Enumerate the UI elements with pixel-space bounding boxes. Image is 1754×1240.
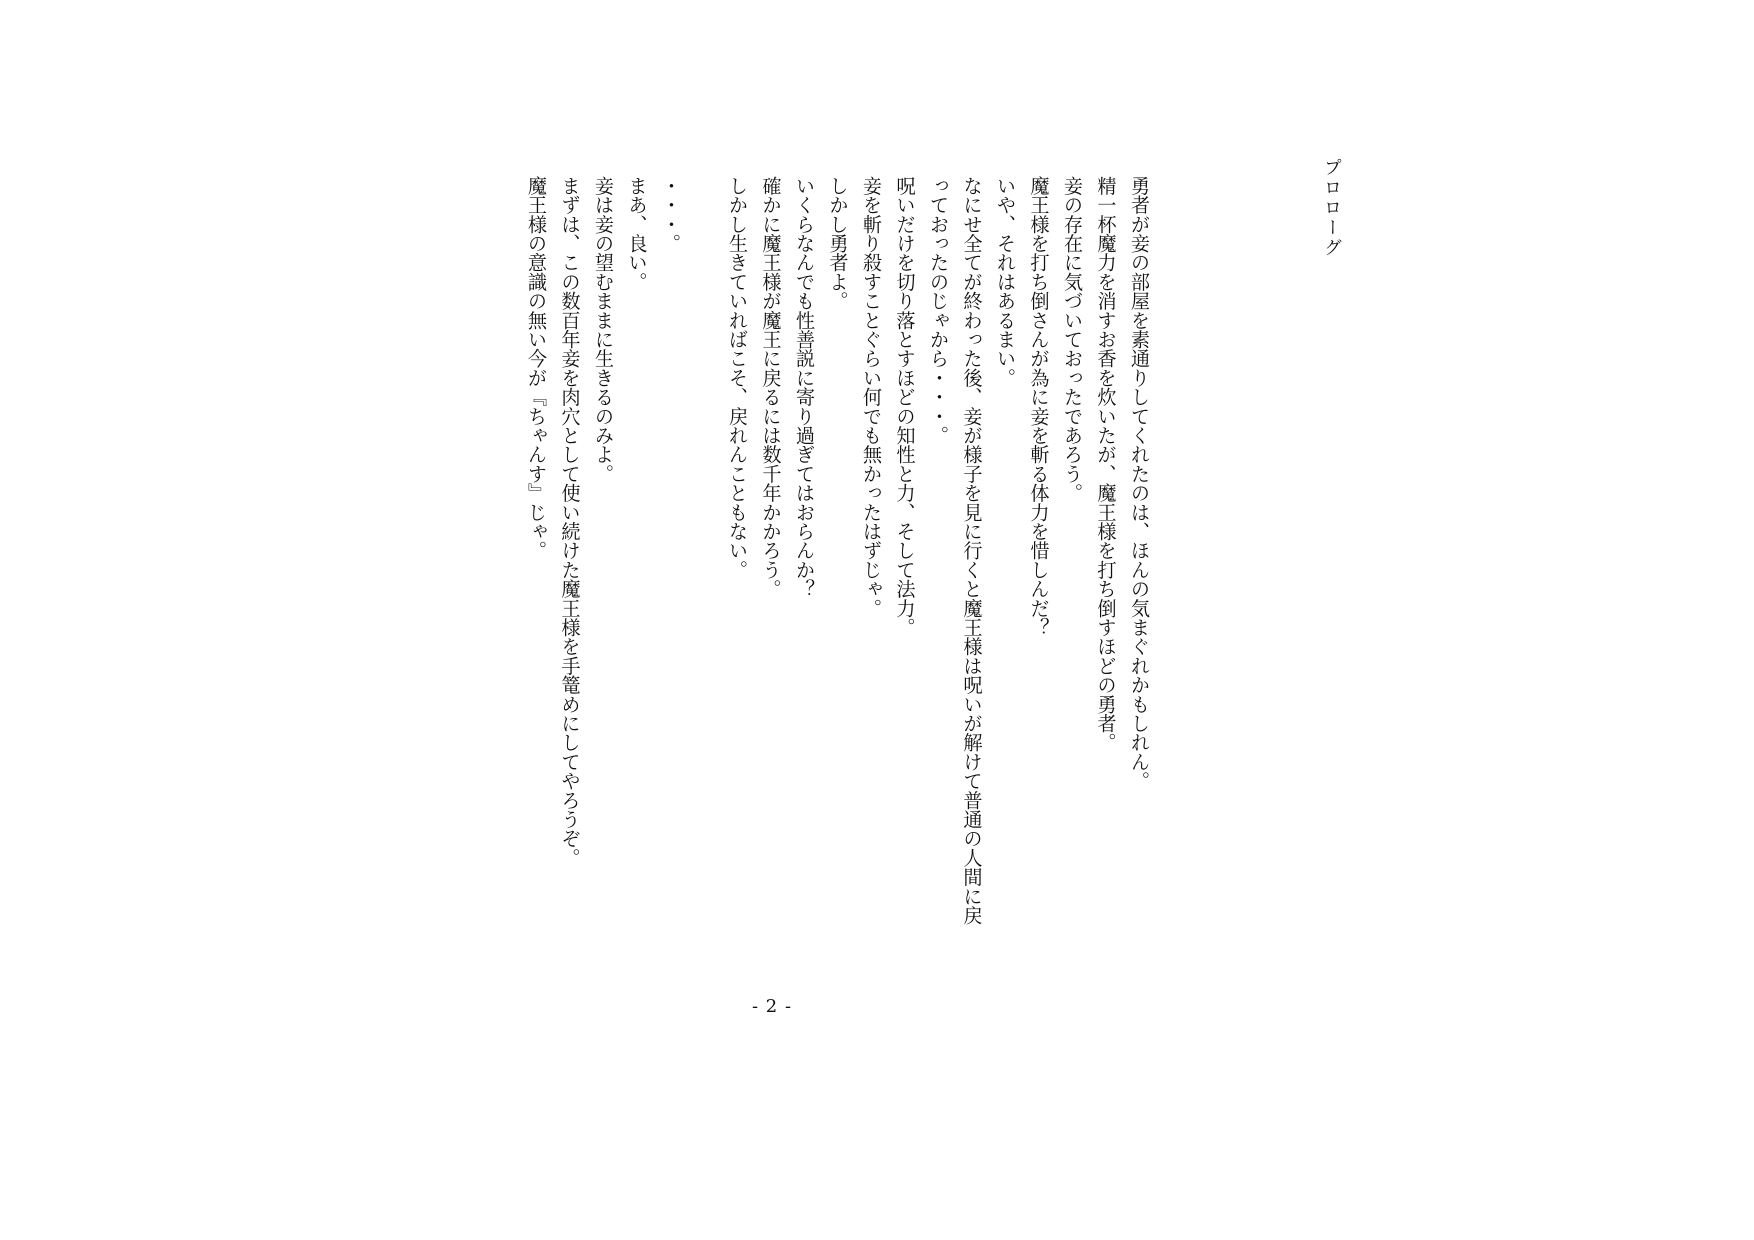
text-line: 確かに魔王様が魔王に戻るには数千年かかろう。 (759, 176, 783, 599)
text-line: まずは、この数百年妾を肉穴として使い続けた魔王様を手篭めにしてやろうぞ。 (558, 176, 582, 868)
page-number: - 2 - (751, 996, 793, 1017)
text-line: 魔王様を打ち倒さんが為に妾を斬る体力を惜しんだ？ (1027, 176, 1051, 637)
text-line: 妾を斬り殺すことぐらい何でも無かったはずじゃ。 (860, 176, 883, 618)
chapter-title: プロローグ (1321, 158, 1342, 258)
text-line: なにせ全てが終わった後、妾が様子を見に行くと魔王様は呪いが解けて普通の人間に戻 (960, 176, 984, 925)
text-line: っておったのじゃから・・・。 (927, 176, 950, 445)
text-line: ・・・。 (659, 176, 682, 253)
text-line: しかし勇者よ。 (826, 176, 850, 311)
text-line: 呪いだけを切り落とすほどの知性と力、そして法力。 (893, 176, 917, 637)
text-line: しかし生きていればこそ、戻れんこともない。 (726, 176, 749, 580)
text-line: 魔王様の意識の無い今が『ちゃんす』じゃ。 (525, 176, 548, 560)
text-line: まあ、良い。 (625, 176, 649, 292)
text-line: 勇者が妾の部屋を素通りしてくれたのは、ほんの気まぐれかもしれん。 (1128, 176, 1151, 791)
text-line: いや、それはあるまい。 (994, 176, 1017, 388)
text-line: いくらなんでも性善説に寄り過ぎてはおらんか？ (793, 176, 816, 599)
text-line: 妾の存在に気づいておったであろう。 (1061, 176, 1084, 503)
text-line: 妾は妾の望むままに生きるのみよ。 (592, 176, 615, 484)
body-text (520, 176, 1157, 976)
text-line: 精一杯魔力を消すお香を炊いたが、魔王様を打ち倒すほどの勇者。 (1094, 176, 1118, 752)
blank-line (687, 176, 721, 976)
